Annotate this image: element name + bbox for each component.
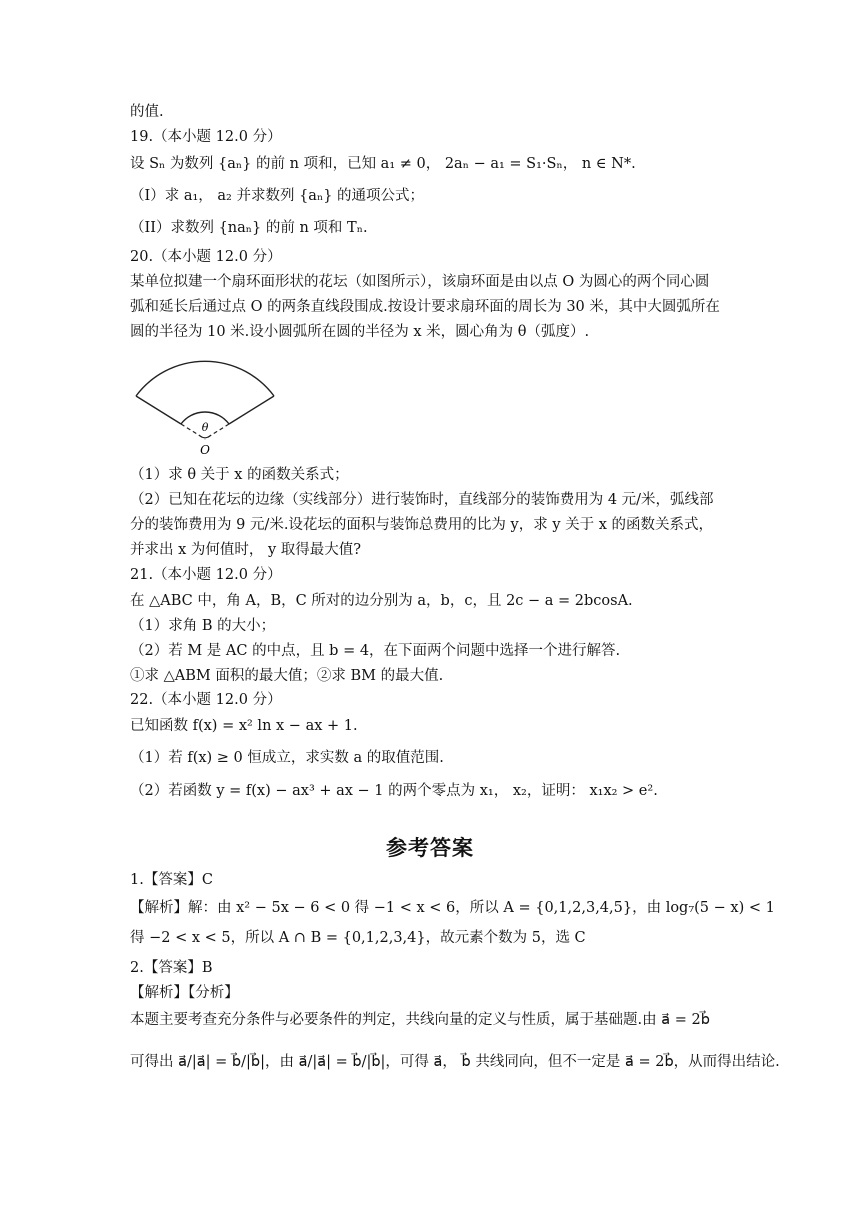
text-line: 【解析】解：由 x² − 5x − 6 < 0 得 −1 < x < 6，所以 A = {0,1,2,3,4,5}，由 log₇(5 − x) < 1 xyxy=(130,900,775,916)
text-line: 得 −2 < x < 5，所以 A ∩ B = {0,1,2,3,4}，故元素个数为 5，选 C xyxy=(130,930,586,946)
text-line: 【解析】【分析】 xyxy=(130,985,239,1001)
answer-2-header: 2.【答案】B xyxy=(130,960,213,976)
question-21-header: 21.（本小题 12.0 分） xyxy=(130,567,282,583)
text-line: ①求 △ABM 面积的最大值；②求 BM 的最大值. xyxy=(130,668,444,684)
text-line: （2）若 M 是 AC 的中点，且 b = 4，在下面两个问题中选择一个进行解答. xyxy=(130,643,621,659)
outer-arc xyxy=(136,361,274,396)
text-line: 分的装饰费用为 9 元/米.设花坛的面积与装饰总费用的比为 y，求 y 关于 x 的函数关系式， xyxy=(130,517,714,533)
text-line: （2）若函数 y = f(x) − ax³ + ax − 1 的两个零点为 x₁， x₂，证明： x₁x₂ > e². xyxy=(130,783,658,799)
answers-title: 参考答案 xyxy=(386,835,474,860)
left-edge xyxy=(136,396,181,424)
center-o-label: O xyxy=(200,443,210,457)
question-20-header: 20.（本小题 12.0 分） xyxy=(130,249,282,265)
question-19-header: 19.（本小题 12.0 分） xyxy=(130,129,282,145)
text-line: 并求出 x 为何值时， y 取得最大值? xyxy=(130,542,362,558)
text-line: （1）若 f(x) ≥ 0 恒成立，求实数 a 的取值范围. xyxy=(130,750,444,766)
text-line: （I）求 a₁， a₂ 并求数列 {aₙ} 的通项公式； xyxy=(130,188,425,204)
text-line: （II）求数列 {naₙ} 的前 n 项和 Tₙ. xyxy=(130,220,368,236)
text-line: 本题主要考查充分条件与必要条件的判定，共线向量的定义与性质，属于基础题.由 a⃗ = 2b⃗ xyxy=(130,1012,710,1028)
text-line: 的值. xyxy=(130,104,164,120)
text-line: 可得出 a⃗/|a⃗| = b⃗/|b⃗|，由 a⃗/|a⃗| = b⃗/|b⃗|，可得 a⃗， b⃗ 共线同向，但不一定是 a⃗ = 2b⃗，从而得出结论. xyxy=(130,1054,780,1070)
text-line: （1）求 θ 关于 x 的函数关系式； xyxy=(130,467,349,483)
theta-label: θ xyxy=(201,421,209,434)
answer-1-header: 1.【答案】C xyxy=(130,872,213,888)
angle-arc xyxy=(199,435,211,438)
question-22-header: 22.（本小题 12.0 分） xyxy=(130,692,282,708)
sector-ring-figure xyxy=(130,353,280,461)
text-line: （2）已知在花坛的边缘（实线部分）进行装饰时，直线部分的装饰费用为 4 元/米，弧线部 xyxy=(130,492,714,508)
text-line: 已知函数 f(x) = x² ln x − ax + 1. xyxy=(130,718,358,734)
text-line: 设 Sₙ 为数列 {aₙ} 的前 n 项和，已知 a₁ ≠ 0， 2aₙ − a₁ = S₁·Sₙ， n ∈ N*. xyxy=(130,156,636,172)
text-line: （1）求角 B 的大小； xyxy=(130,618,276,634)
right-edge xyxy=(229,396,274,424)
text-line: 某单位拟建一个扇环面形状的花坛（如图所示），该扇环面是由以点 O 为圆心的两个同心圆 xyxy=(130,274,710,290)
text-line: 圆的半径为 10 米.设小圆弧所在圆的半径为 x 米，圆心角为 θ（弧度）. xyxy=(130,324,590,340)
text-line: 弧和延长后通过点 O 的两条直线段围成.按设计要求扇环面的周长为 30 米，其中大圆弧所在 xyxy=(130,299,720,315)
text-line: 在 △ABC 中，角 A，B，C 所对的边分别为 a，b，c，且 2c − a = 2bcosA. xyxy=(130,593,633,609)
